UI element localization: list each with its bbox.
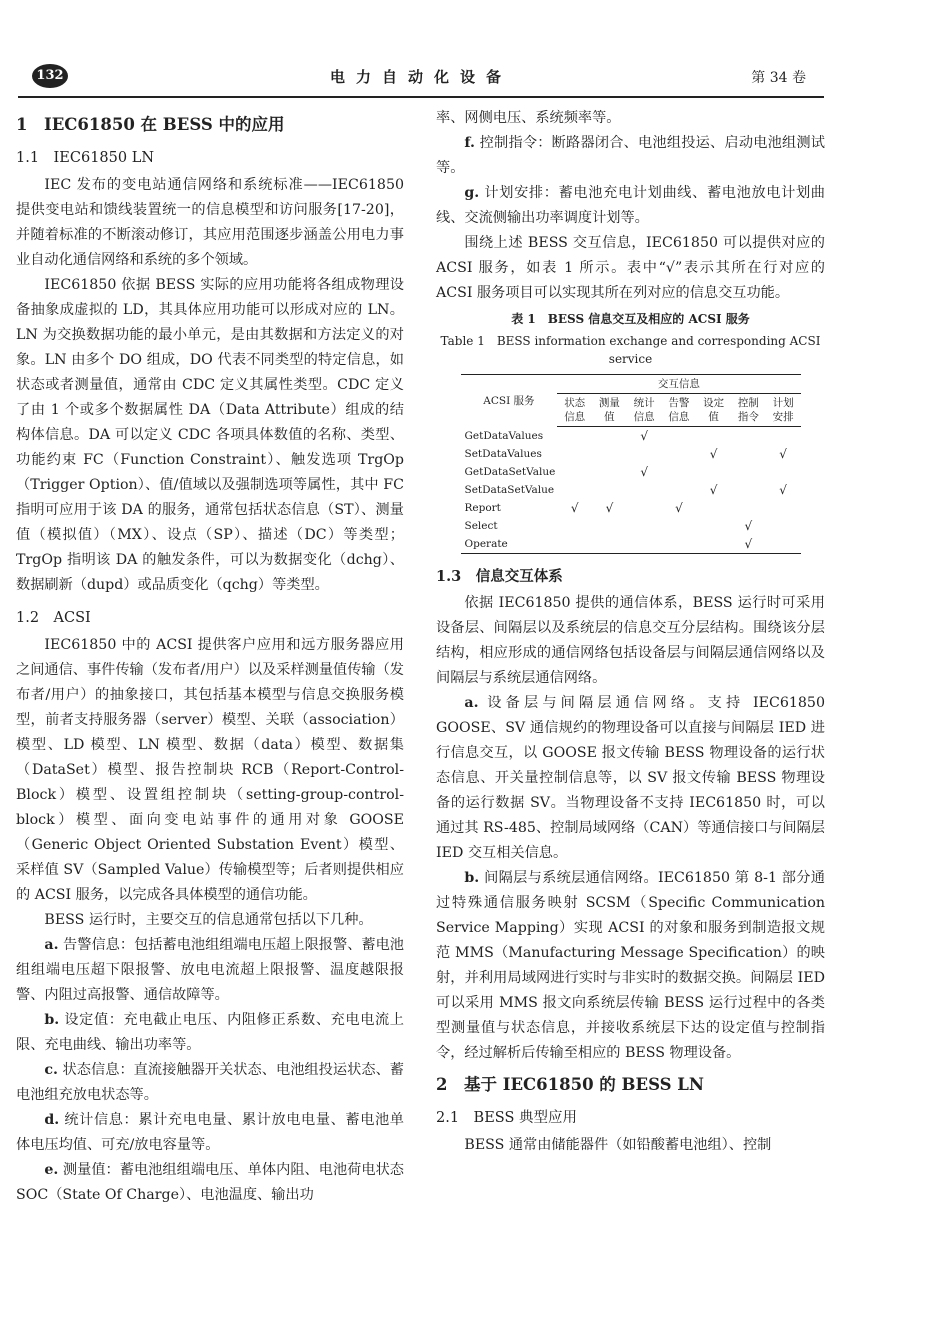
check-cell: [731, 481, 766, 499]
check-cell: [662, 427, 697, 446]
check-cell: √: [709, 447, 718, 461]
service-name: Select: [464, 520, 498, 532]
paragraph: [436, 1133, 825, 1158]
paragraph: [16, 933, 404, 1008]
check-cell: [557, 535, 592, 554]
right-column: [436, 106, 825, 1158]
check-cell: [557, 463, 592, 481]
section-heading: [16, 112, 404, 138]
paragraph-text: IEC61850 中的 ACSI 提供客户应用和远方服务器应用之间通信、事件传输（发布者/用户）以及采样测量值传输（发布者/用户）的抽象接口，其包括基本模型与信息交换服务模型，前者支持服务器（server）模型、关联（association）模型、LD 模型、LN 模型、数据（data）模型、数据集（DataSet）模型、报告控制块 RCB（Report-Control-Block）模型、设置组控制块（setting-group-control-block）模型、面向变电站事件的通用对象 GOOSE（Generic Object Oriented Substation Event）模型、采样值 SV（Sampled Value）传输模型等；后者则提供相应的 ACSI 服务，以完成各具体模型的通信功能。: [16, 637, 404, 903]
volume-label: 第 34 卷: [751, 70, 806, 86]
table-row: [461, 481, 801, 499]
paragraph-text: IEC 发布的变电站通信网络和系统标准——IEC61850 提供变电站和馈线装置统一的信息模型和访问服务[17-20]，并随着标准的不断滚动修订，其应用范围逐步涵盖公用电力事业自动化通信网络和系统的多个领域。: [16, 177, 404, 268]
check-cell: [662, 481, 697, 499]
service-name: SetDataSetValue: [464, 484, 555, 496]
check-cell: [766, 499, 801, 517]
check-cell: [766, 427, 801, 446]
check-cell: [557, 427, 592, 446]
check-cell: [662, 517, 697, 535]
column-header: 计划安排: [766, 394, 801, 427]
section-heading: [436, 564, 825, 589]
table-row: [461, 463, 801, 481]
check-cell: [766, 517, 801, 535]
paragraph-text: 统计信息：累计充电电量、累计放电电量、蓄电池单体电压均值、可充/放电容量等。: [16, 1112, 404, 1153]
check-cell: [592, 427, 627, 446]
paragraph-text: 1.2 ACSI: [16, 610, 91, 626]
paragraph: [436, 866, 825, 1066]
check-cell: √: [779, 447, 787, 461]
check-cell: [731, 445, 766, 463]
paragraph: [436, 231, 825, 306]
check-cell: [696, 517, 731, 535]
check-cell: [766, 535, 801, 554]
service-column-header: ACSI 服务: [461, 375, 558, 427]
paragraph-text: 测量值：蓄电池组组端电压、单体内阻、电池荷电状态 SOC（State Of Charge）、电池温度、输出功: [16, 1162, 404, 1203]
paragraph: [16, 908, 404, 933]
item-label: g.: [464, 185, 480, 201]
item-label: e.: [44, 1162, 59, 1178]
journal-title: 电力自动化设备: [329, 68, 512, 86]
group-header: 交互信息: [557, 375, 800, 394]
right-column-bottom: [436, 564, 825, 1158]
check-cell: [731, 499, 766, 517]
paragraph: [16, 173, 404, 273]
table-row: [461, 445, 801, 463]
table-row: [461, 535, 801, 554]
paragraph-text: 告警信息：包括蓄电池组组端电压超上限报警、蓄电池组组端电压超下限报警、放电电流超上限报警、温度越限报警、内阻过高报警、通信故障等。: [16, 937, 404, 1003]
paragraph-text: 2 基于 IEC61850 的 BESS LN: [436, 1075, 704, 1094]
paragraph: [16, 1058, 404, 1108]
column-header: 告警信息: [662, 394, 697, 427]
service-name: Operate: [461, 535, 558, 554]
check-cell: [592, 517, 627, 535]
paragraph-text: 1.3 信息交互体系: [436, 568, 563, 585]
check-cell: [662, 535, 697, 554]
item-label: a.: [464, 695, 479, 711]
check-cell: [696, 463, 731, 481]
check-cell: √: [709, 483, 718, 497]
check-cell: √: [675, 501, 683, 515]
paragraph-text: BESS 运行时，主要交互的信息通常包括以下几种。: [44, 912, 373, 928]
check-cell: [557, 481, 592, 499]
item-label: c.: [44, 1062, 58, 1078]
service-name: SetDataValues: [464, 448, 542, 460]
check-cell: [696, 499, 731, 517]
check-cell: [592, 445, 627, 463]
left-column: [16, 106, 404, 1208]
check-cell: [592, 535, 627, 554]
check-cell: √: [640, 429, 648, 443]
item-label: b.: [464, 870, 480, 886]
paragraph-text: 2.1 BESS 典型应用: [436, 1110, 578, 1126]
paragraph: [16, 633, 404, 908]
check-cell: √: [744, 519, 753, 533]
paragraph: [436, 181, 825, 231]
check-cell: [627, 517, 662, 535]
service-name: Report: [464, 502, 501, 514]
check-cell: √: [640, 465, 648, 479]
section-heading: [16, 606, 404, 631]
check-cell: [731, 463, 766, 481]
section-heading: [436, 1072, 825, 1098]
paragraph-text: 围绕上述 BESS 交互信息，IEC61850 可以提供对应的 ACSI 服务，如表 1 所示。表中“√”表示其所在行对应的 ACSI 服务项目可以实现其所在列对应的信息交互功能。: [436, 235, 825, 301]
check-cell: [627, 535, 662, 554]
service-name: GetDataSetValue: [464, 466, 556, 478]
column-header: 设定值: [696, 394, 731, 427]
check-cell: [662, 463, 697, 481]
right-column-top: [436, 106, 825, 306]
column-header: 测量值: [592, 394, 627, 427]
check-cell: [557, 445, 592, 463]
paragraph-text: 设定值：充电截止电压、内阻修正系数、充电电流上限、充电曲线、输出功率等。: [16, 1012, 404, 1053]
check-cell: √: [779, 483, 787, 497]
page-number: 132: [32, 64, 68, 88]
check-cell: [592, 481, 627, 499]
paragraph: [16, 1108, 404, 1158]
check-cell: [627, 481, 662, 499]
acsi-table: [461, 374, 801, 554]
table-row: [461, 427, 801, 446]
item-label: b.: [44, 1012, 60, 1028]
paragraph: [16, 1158, 404, 1208]
paragraph-text: 计划安排：蓄电池充电计划曲线、蓄电池放电计划曲线、交流侧输出功率调度计划等。: [436, 185, 825, 226]
column-header: 状态信息: [557, 394, 592, 427]
check-cell: [627, 445, 662, 463]
item-label: f.: [464, 135, 475, 151]
paragraph-text: 控制指令：断路器闭合、电池组投运、启动电池组测试等。: [436, 135, 825, 176]
paragraph-text: 状态信息：直流接触器开关状态、电池组投运状态、蓄电池组充放电状态等。: [16, 1062, 404, 1103]
check-cell: √: [605, 501, 614, 515]
column-header: 统计信息: [627, 394, 662, 427]
paragraph-text: 1.1 IEC61850 LN: [16, 150, 155, 166]
check-cell: [766, 463, 801, 481]
item-label: a.: [44, 937, 59, 953]
paragraph-text: BESS 通常由储能器件（如铅酸蓄电池组）、控制: [464, 1137, 772, 1153]
paragraph: [436, 131, 825, 181]
paragraph-text: 率、网侧电压、系统频率等。: [436, 110, 621, 126]
paragraph-text: 依据 IEC61850 提供的通信体系，BESS 运行时可采用设备层、间隔层以及系统层的信息交互分层结构。围绕该分层结构，相应形成的通信网络包括设备层与间隔层通信网络以及间隔层与系统层通信网络。: [436, 595, 825, 686]
section-heading: [436, 1106, 825, 1131]
paragraph: [16, 1008, 404, 1058]
table-caption-cn: 表 1 BESS 信息交互及相应的 ACSI 服务: [511, 312, 750, 326]
service-name: GetDataValues: [464, 429, 544, 442]
check-cell: [731, 427, 766, 446]
check-cell: [696, 535, 731, 554]
column-header: 控制指令: [731, 394, 766, 427]
check-cell: [627, 499, 662, 517]
paragraph-text: 设备层与间隔层通信网络。支持 IEC61850 GOOSE、SV 通信规约的物理设备可以直接与间隔层 IED 进行信息交互，以 GOOSE 报文传输 BESS 物理设备的运行状态信息、开关量控制信息等，以 SV 报文传输 BESS 物理设备的运行数据 SV。当物理设备不支持 IEC61850 时，可以通过其 RS-485、控制局域网络（CAN）等通信接口与间隔层 IED 交互相关信息。: [436, 695, 825, 861]
paragraph: [436, 691, 825, 866]
table-caption-en: Table 1 BESS information exchange and corresponding ACSI service: [440, 334, 821, 366]
paragraph: [436, 106, 825, 131]
paragraph-text: 1 IEC61850 在 BESS 中的应用: [16, 115, 285, 134]
check-cell: [557, 517, 592, 535]
check-cell: [696, 427, 731, 446]
paragraph-text: IEC61850 依据 BESS 实际的应用功能将各组成物理设备抽象成虚拟的 LD，其具体应用功能可以形成对应的 LN。LN 为交换数据功能的最小单元，是由其数据和方法定义的对象。LN 由多个 DO 组成，DO 代表不同类型的特定信息，如状态或者测量值，通常由 CDC 定义其属性类型。CDC 定义了由 1 个或多个数据属性 DA（Data Attribute）组成的结构体信息。DA 可以定义 CDC 各项具体数值的名称、类型、功能约束 FC（Function Constraint）、触发选项 TrgOp（Trigger Option）、值/值域以及强制选项等属性，其中 FC 指明可应用于该 DA 的服务，通常包括状态信息（ST）、测量值（模拟值）（MX）、设点（SP）、描述（DC）等类型；TrgOp 指明该 DA 的触发条件，可以为数据变化（dchg）、数据刷新（dupd）或品质变化（qchg）等类型。: [16, 277, 404, 593]
paragraph-text: 间隔层与系统层通信网络。IEC61850 第 8-1 部分通过特殊通信服务映射 SCSM（Specific Communication Service Mapping）实现 ACSI 的对象和服务到制造报文规范 MMS（Manufacturing Message Specification）的映射，并利用局域网进行实时与非实时的数据交换。间隔层 IED 可以采用 MMS 报文向系统层传输 BESS 运行过程中的各类型测量值与状态信息，并接收系统层下达的设定值与控制指令，经过解析后传输至相应的 BESS 物理设备。: [436, 870, 825, 1061]
check-cell: [592, 463, 627, 481]
check-cell: [662, 445, 697, 463]
paragraph: [436, 591, 825, 691]
section-heading: [16, 146, 404, 171]
check-cell: √: [570, 501, 579, 515]
page-header: [18, 62, 824, 98]
item-label: d.: [44, 1112, 60, 1128]
table-row: [461, 517, 801, 535]
table-row: [461, 499, 801, 517]
paragraph: [16, 273, 404, 598]
check-cell: √: [731, 535, 766, 554]
